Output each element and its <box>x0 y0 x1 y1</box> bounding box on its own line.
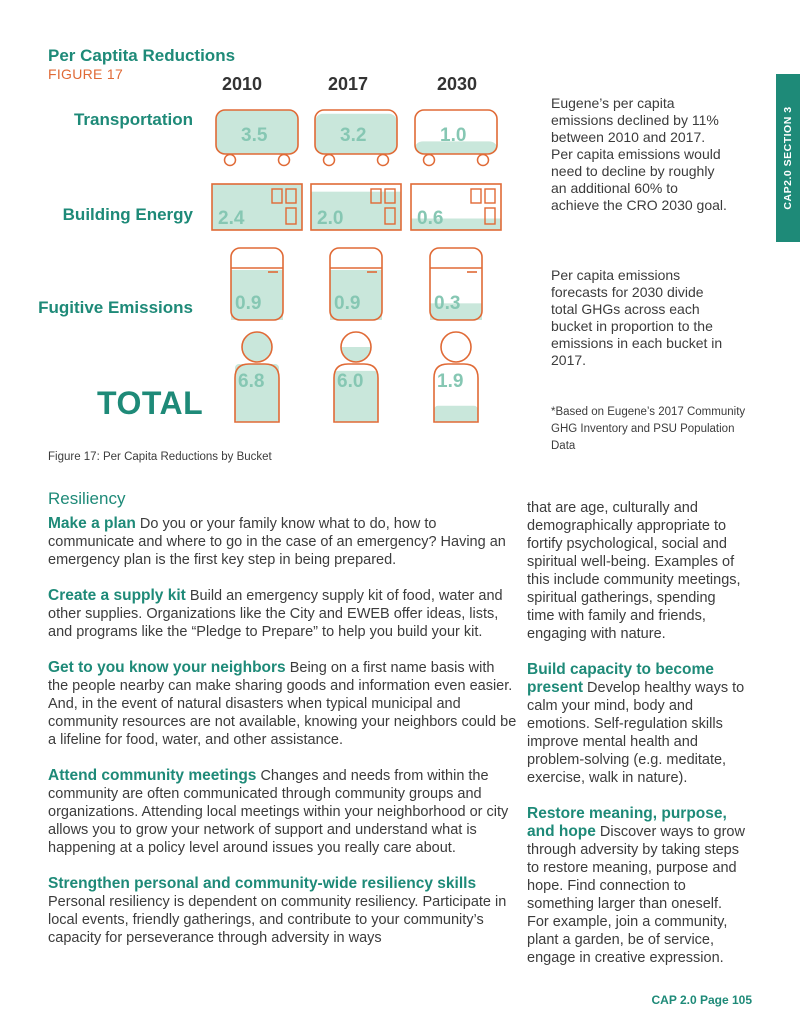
building-value-2030: 0.6 <box>417 208 444 229</box>
head-fill <box>341 347 371 362</box>
transport-value-2030: 1.0 <box>440 125 467 146</box>
bus-wheel-icon <box>279 155 290 166</box>
bus-wheel-icon <box>378 155 389 166</box>
tip-title: Make a plan <box>48 515 136 532</box>
person-head-icon <box>441 332 471 362</box>
tip-body: Changes and needs from within the community are often communicated through community groups and organizations. Attending local meetings within your neighborhood or city allows you to grow your network of support and understand what is happening at a policy level around issues you really care about. <box>48 768 509 856</box>
figure-caption: Figure 17: Per Capita Reductions by Bucket <box>48 451 272 463</box>
tip-body: Discover ways to grow through adversity by taking steps to restore meaning, purpose and hope. Find connection to something larger than oneself. For example, join a community, plant a garden, be of service, engage in creative expression. <box>527 824 745 966</box>
tip-community-meetings <box>48 767 518 857</box>
tip-continuation: that are age, culturally and demographically appropriate to fortify psychological, social and spiritual well-being. Examples of this include community meetings, spiritual gatherings, spending time with family and friends, engaging with nature. <box>527 500 741 642</box>
resiliency-left-column <box>48 515 518 965</box>
tip-title: Attend community meetings <box>48 767 257 784</box>
window-icon <box>471 189 481 203</box>
column-header-2010: 2010 <box>221 74 263 94</box>
section-tab-label: CAP2.0 SECTION 3 <box>782 106 794 210</box>
bus-wheel-icon <box>225 155 236 166</box>
section-tab <box>776 74 800 242</box>
fugitive-value-2010: 0.9 <box>235 293 262 314</box>
tip-title: Get to you know your neighbors <box>48 659 286 676</box>
row-label-transportation: Transportation <box>73 110 193 129</box>
column-header-2017: 2017 <box>327 74 369 94</box>
bus-wheel-icon <box>324 155 335 166</box>
tip-title: Create a supply kit <box>48 587 186 604</box>
fugitive-value-2030: 0.3 <box>434 293 461 314</box>
total-fill-2030 <box>434 406 478 422</box>
tip-title: Restore meaning, purpose, and hope <box>527 805 727 840</box>
total-value-2017: 6.0 <box>337 371 364 392</box>
tip-body: Build an emergency supply kit of food, water and other supplies. Organizations like the City and EWEB offer ideas, lists, and programs like the “Pledge to Prepare” to help you build your kit. <box>48 588 503 640</box>
side-footnote: *Based on Eugene’s 2017 Community GHG Inventory and PSU Population Data <box>551 406 746 452</box>
building-value-2017: 2.0 <box>317 208 344 229</box>
tip-make-a-plan <box>48 515 518 569</box>
figure-number: FIGURE 17 <box>48 66 124 82</box>
total-value-2010: 6.8 <box>238 371 265 392</box>
tip-body: Do you or your family know what to do, how to communicate and where to go in the case of an emergency? Having an emergency plan is the first key step in being prepared. <box>48 516 506 568</box>
tip-body: Develop healthy ways to calm your mind, body and emotions. Self-regulation skills improve mental health and problem-solving (e.g. meditate, exercise, walk in nature). <box>527 680 745 786</box>
tip-meaning-purpose <box>527 805 747 967</box>
fugitive-value-2017: 0.9 <box>334 293 361 314</box>
side-note-forecast: Per capita emissions forecasts for 2030 divide total GHGs across each bucket in proportion to the emissions in each bucket in 2017. <box>551 267 723 368</box>
tip-body: Being on a first name basis with the people nearby can make sharing goods and information even easier. And, in the event of natural disasters when typical municipal and community resources are not available, knowing your neighbors could be a lifeline for food, water, and other assistance. <box>48 660 517 748</box>
bus-wheel-icon <box>478 155 489 166</box>
figure-title: Per Captita Reductions <box>48 46 236 65</box>
transport-value-2010: 3.5 <box>241 125 268 146</box>
column-header-2030: 2030 <box>436 74 478 94</box>
row-label-building-energy: Building Energy <box>62 205 193 224</box>
tip-title: Strengthen personal and community-wide resiliency skills <box>48 875 477 892</box>
tip-supply-kit <box>48 587 518 641</box>
row-label-total: TOTAL <box>97 385 204 421</box>
tip-become-present <box>527 661 747 787</box>
transport-value-2017: 3.2 <box>340 125 367 146</box>
total-value-2030: 1.9 <box>437 371 464 392</box>
row-label-fugitive-emissions: Fugitive Emissions <box>38 298 193 317</box>
building-value-2010: 2.4 <box>218 208 245 229</box>
page-number: CAP 2.0 Page 105 <box>651 993 752 1007</box>
window-icon <box>485 189 495 203</box>
tip-resiliency-skills <box>48 875 518 947</box>
side-note-decline: Eugene’s per capita emissions declined by 11% between 2010 and 2017. Per capita emissions would need to decline by roughly an additional 60% to achieve the CRO 2030 goal. <box>551 95 727 213</box>
tip-neighbors <box>48 659 518 749</box>
tip-body: Personal resiliency is dependent on community resiliency. Participate in local events, friendly gatherings, and contribute to your community’s capacity for perseverance through adversity in ways <box>48 894 507 946</box>
resiliency-heading: Resiliency <box>48 489 126 508</box>
per-capita-chart <box>0 0 520 440</box>
resiliency-right-column <box>527 499 747 985</box>
tip-title: Build capacity to become present <box>527 661 714 696</box>
bus-wheel-icon <box>424 155 435 166</box>
